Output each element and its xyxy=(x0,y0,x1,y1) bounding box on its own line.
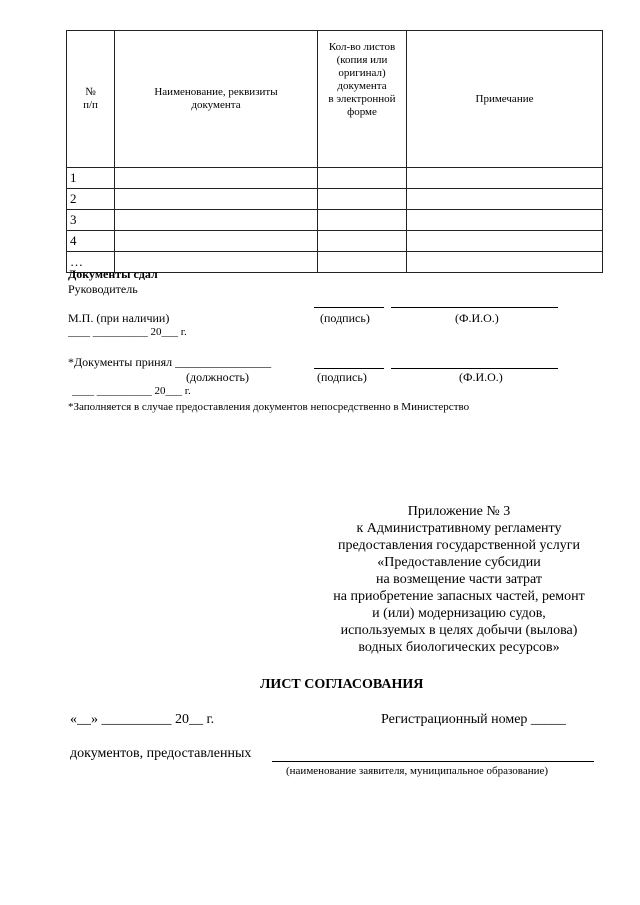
accepted-date: ____ __________ 20___ г. xyxy=(72,385,191,397)
header-number: № п/п xyxy=(67,31,115,168)
table-row xyxy=(67,168,603,189)
appendix-line: «Предоставление субсидии xyxy=(377,555,541,570)
handover-date: ____ __________ 20___ г. xyxy=(68,326,187,338)
position-caption: (должность) xyxy=(186,370,249,384)
row-number: 2 xyxy=(67,189,115,210)
footnote: *Заполняется в случае предоставления документов непосредственно в Министерство xyxy=(68,401,470,413)
row-number: 1 xyxy=(67,168,115,189)
handover-title: Документы сдал xyxy=(68,267,158,281)
appendix-block xyxy=(300,503,618,656)
row-number: 3 xyxy=(67,210,115,231)
signature-caption: (подпись) xyxy=(317,370,367,384)
appendix-line: на приобретение запасных частей, ремонт xyxy=(333,589,585,604)
appendix-line: к Административному регламенту xyxy=(356,521,562,536)
sheet-date: «__» __________ 20__ г. xyxy=(70,712,215,727)
table-row xyxy=(67,210,603,231)
table-row xyxy=(67,231,603,252)
row-number: … xyxy=(67,252,115,273)
appendix-line: водных биологических ресурсов» xyxy=(358,640,560,655)
registration-number: Регистрационный номер _____ xyxy=(381,712,566,727)
documents-table xyxy=(66,30,603,273)
accepted-label: *Документы принял ________________ xyxy=(68,355,272,369)
signature-caption: (подпись) xyxy=(320,311,370,325)
stamp-label: М.П. (при наличии) xyxy=(68,311,170,325)
table-header-row xyxy=(67,31,603,168)
signature-line xyxy=(314,368,384,369)
fio-line xyxy=(391,307,558,308)
appendix-line: и (или) модернизацию судов, xyxy=(372,606,546,621)
sheet-title: ЛИСТ СОГЛАСОВАНИЯ xyxy=(260,677,424,692)
header-document-name: Наименование, реквизиты документа xyxy=(115,31,318,168)
fio-line xyxy=(391,368,558,369)
header-sheet-count: Кол-во листов (копия или оригинал) документа в электронной форме xyxy=(318,31,407,168)
row-number: 4 xyxy=(67,231,115,252)
applicant-caption: (наименование заявителя, муниципальное образование) xyxy=(286,765,549,777)
signature-line xyxy=(314,307,384,308)
appendix-line: предоставления государственной услуги xyxy=(338,538,580,553)
appendix-line: Приложение № 3 xyxy=(407,504,511,519)
fio-caption: (Ф.И.О.) xyxy=(455,311,499,325)
applicant-line xyxy=(272,761,594,762)
docs-label: документов, предоставленных xyxy=(70,746,252,761)
appendix-line: на возмещение части затрат xyxy=(375,572,543,587)
head-label: Руководитель xyxy=(68,282,138,296)
appendix-line: используемых в целях добычи (вылова) xyxy=(340,623,578,638)
table-row xyxy=(67,189,603,210)
header-note: Примечание xyxy=(407,31,603,168)
fio-caption: (Ф.И.О.) xyxy=(459,370,503,384)
